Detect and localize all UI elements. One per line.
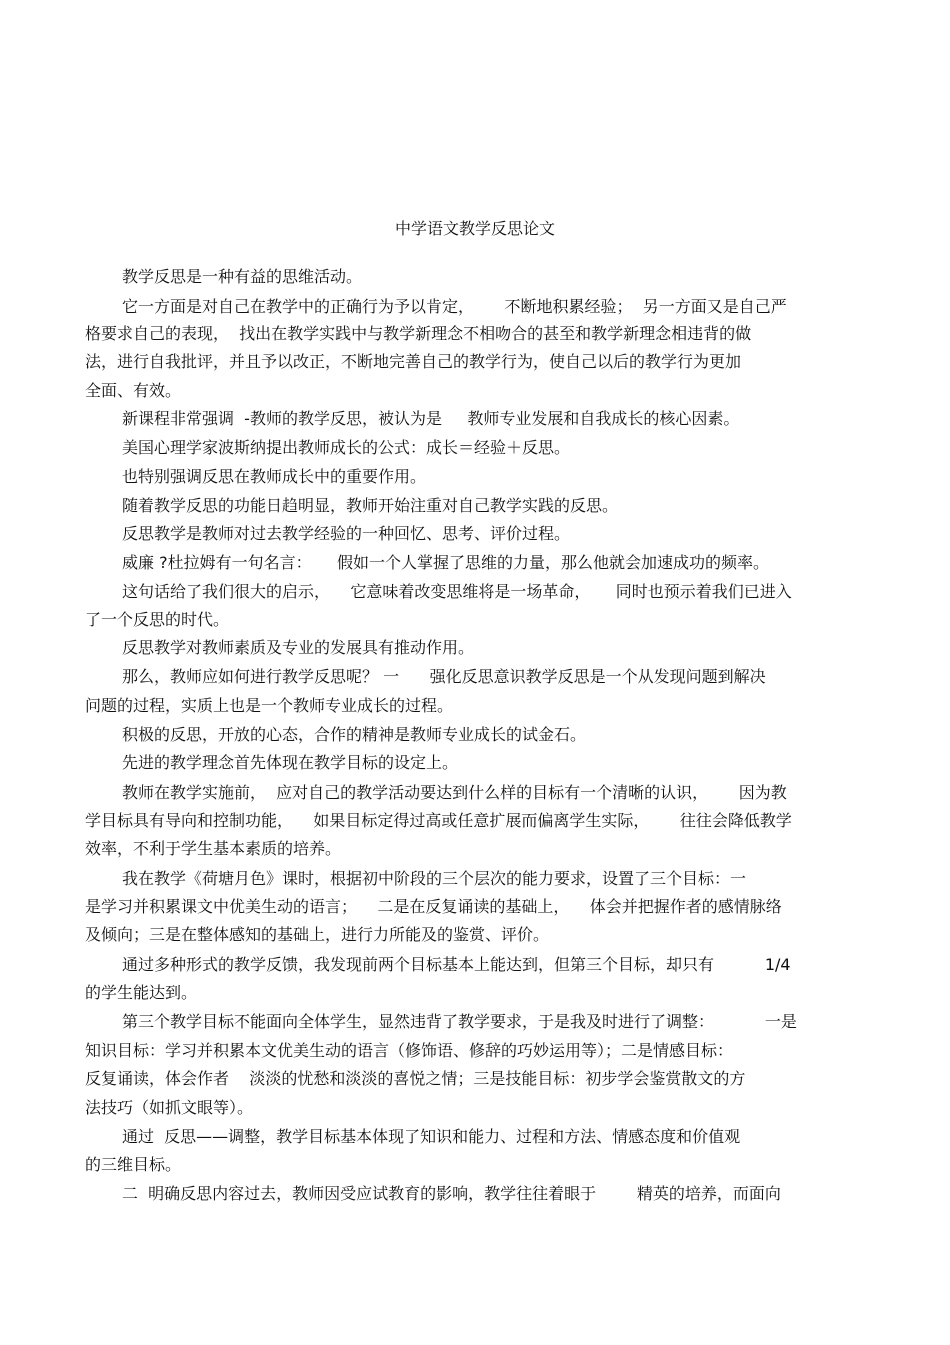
body-line: 及倾向；三是在整体感知的基础上，进行力所能及的鉴赏、评价。 xyxy=(85,925,550,944)
body-line: 效率，不利于学生基本素质的培养。 xyxy=(85,839,342,858)
body-line: 威廉 ?杜拉姆有一句名言： 假如一个人掌握了思维的力量，那么他就会加速成功的频率。 xyxy=(122,553,770,572)
body-line: 也特别强调反思在教师成长中的重要作用。 xyxy=(122,467,427,486)
body-line: 美国心理学家波斯纳提出教师成长的公式：成长＝经验＋反思。 xyxy=(122,438,571,457)
body-line: 教学反思是一种有益的思维活动。 xyxy=(122,267,363,286)
body-line: 了一个反思的时代。 xyxy=(85,610,230,629)
body-line: 反思教学是教师对过去教学经验的一种回忆、思考、评价过程。 xyxy=(122,524,571,543)
body-line: 随着教学反思的功能日趋明显，教师开始注重对自己教学实践的反思。 xyxy=(122,496,619,515)
body-line: 学目标具有导向和控制功能， 如果目标定得过高或任意扩展而偏离学生实际， 往往会降低教学 xyxy=(85,811,792,830)
body-line: 法，进行自我批评，并且予以改正，不断地完善自己的教学行为，使自己以后的教学行为更加 xyxy=(85,352,742,371)
body-line: 教师在教学实施前， 应对自己的教学活动要达到什么样的目标有一个清晰的认识， 因为教 xyxy=(122,783,787,802)
body-line: 第三个教学目标不能面向全体学生，显然违背了教学要求，于是我及时进行了调整： 一是 xyxy=(122,1012,797,1031)
body-line: 的三维目标。 xyxy=(85,1155,182,1174)
document-title: 中学语文教学反思论文 xyxy=(394,219,555,238)
body-line: 反复诵读，体会作者 淡淡的忧愁和淡淡的喜悦之情；三是技能目标：初步学会鉴赏散文的方 xyxy=(85,1069,746,1088)
body-line: 通过多种形式的教学反馈，我发现前两个目标基本上能达到，但第三个目标，却只有 1/4 xyxy=(122,955,791,974)
body-line: 这句话给了我们很大的启示， 它意味着改变思维将是一场革命， 同时也预示着我们已进入 xyxy=(122,582,792,601)
body-line: 我在教学《荷塘月色》课时，根据初中阶段的三个层次的能力要求，设置了三个目标：一 xyxy=(122,869,747,888)
body-line: 反思教学对教师素质及专业的发展具有推动作用。 xyxy=(122,638,475,657)
body-line: 法技巧（如抓文眼等）。 xyxy=(85,1098,254,1117)
body-line: 格要求自己的表现， 找出在教学实践中与教学新理念不相吻合的甚至和教学新理念相违背的做 xyxy=(85,324,752,343)
body-line: 是学习并积累课文中优美生动的语言； 二是在反复诵读的基础上， 体会并把握作者的感情脉络 xyxy=(85,897,782,916)
body-line: 积极的反思，开放的心态，合作的精神是教师专业成长的试金石。 xyxy=(122,725,587,744)
body-line: 新课程非常强调 -教师的教学反思，被认为是 教师专业发展和自我成长的核心因素。 xyxy=(122,409,740,428)
body-line: 全面、有效。 xyxy=(85,381,182,400)
body-line: 它一方面是对自己在教学中的正确行为予以肯定， 不断地积累经验； 另一方面又是自己严 xyxy=(122,297,787,316)
body-line: 知识目标：学习并积累本文优美生动的语言（修饰语、修辞的巧妙运用等）；二是情感目标： xyxy=(85,1041,734,1060)
body-line: 的学生能达到。 xyxy=(85,983,198,1002)
body-line: 问题的过程，实质上也是一个教师专业成长的过程。 xyxy=(85,696,454,715)
body-line: 先进的教学理念首先体现在教学目标的设定上。 xyxy=(122,753,459,772)
body-line: 二 明确反思内容过去，教师因受应试教育的影响，教学往往着眼于 精英的培养，而面向 xyxy=(122,1184,781,1203)
body-line: 那么，教师应如何进行教学反思呢？ 一 强化反思意识教学反思是一个从发现问题到解决 xyxy=(122,667,766,686)
body-line: 通过 反思——调整，教学目标基本体现了知识和能力、过程和方法、情感态度和价值观 xyxy=(122,1127,741,1146)
